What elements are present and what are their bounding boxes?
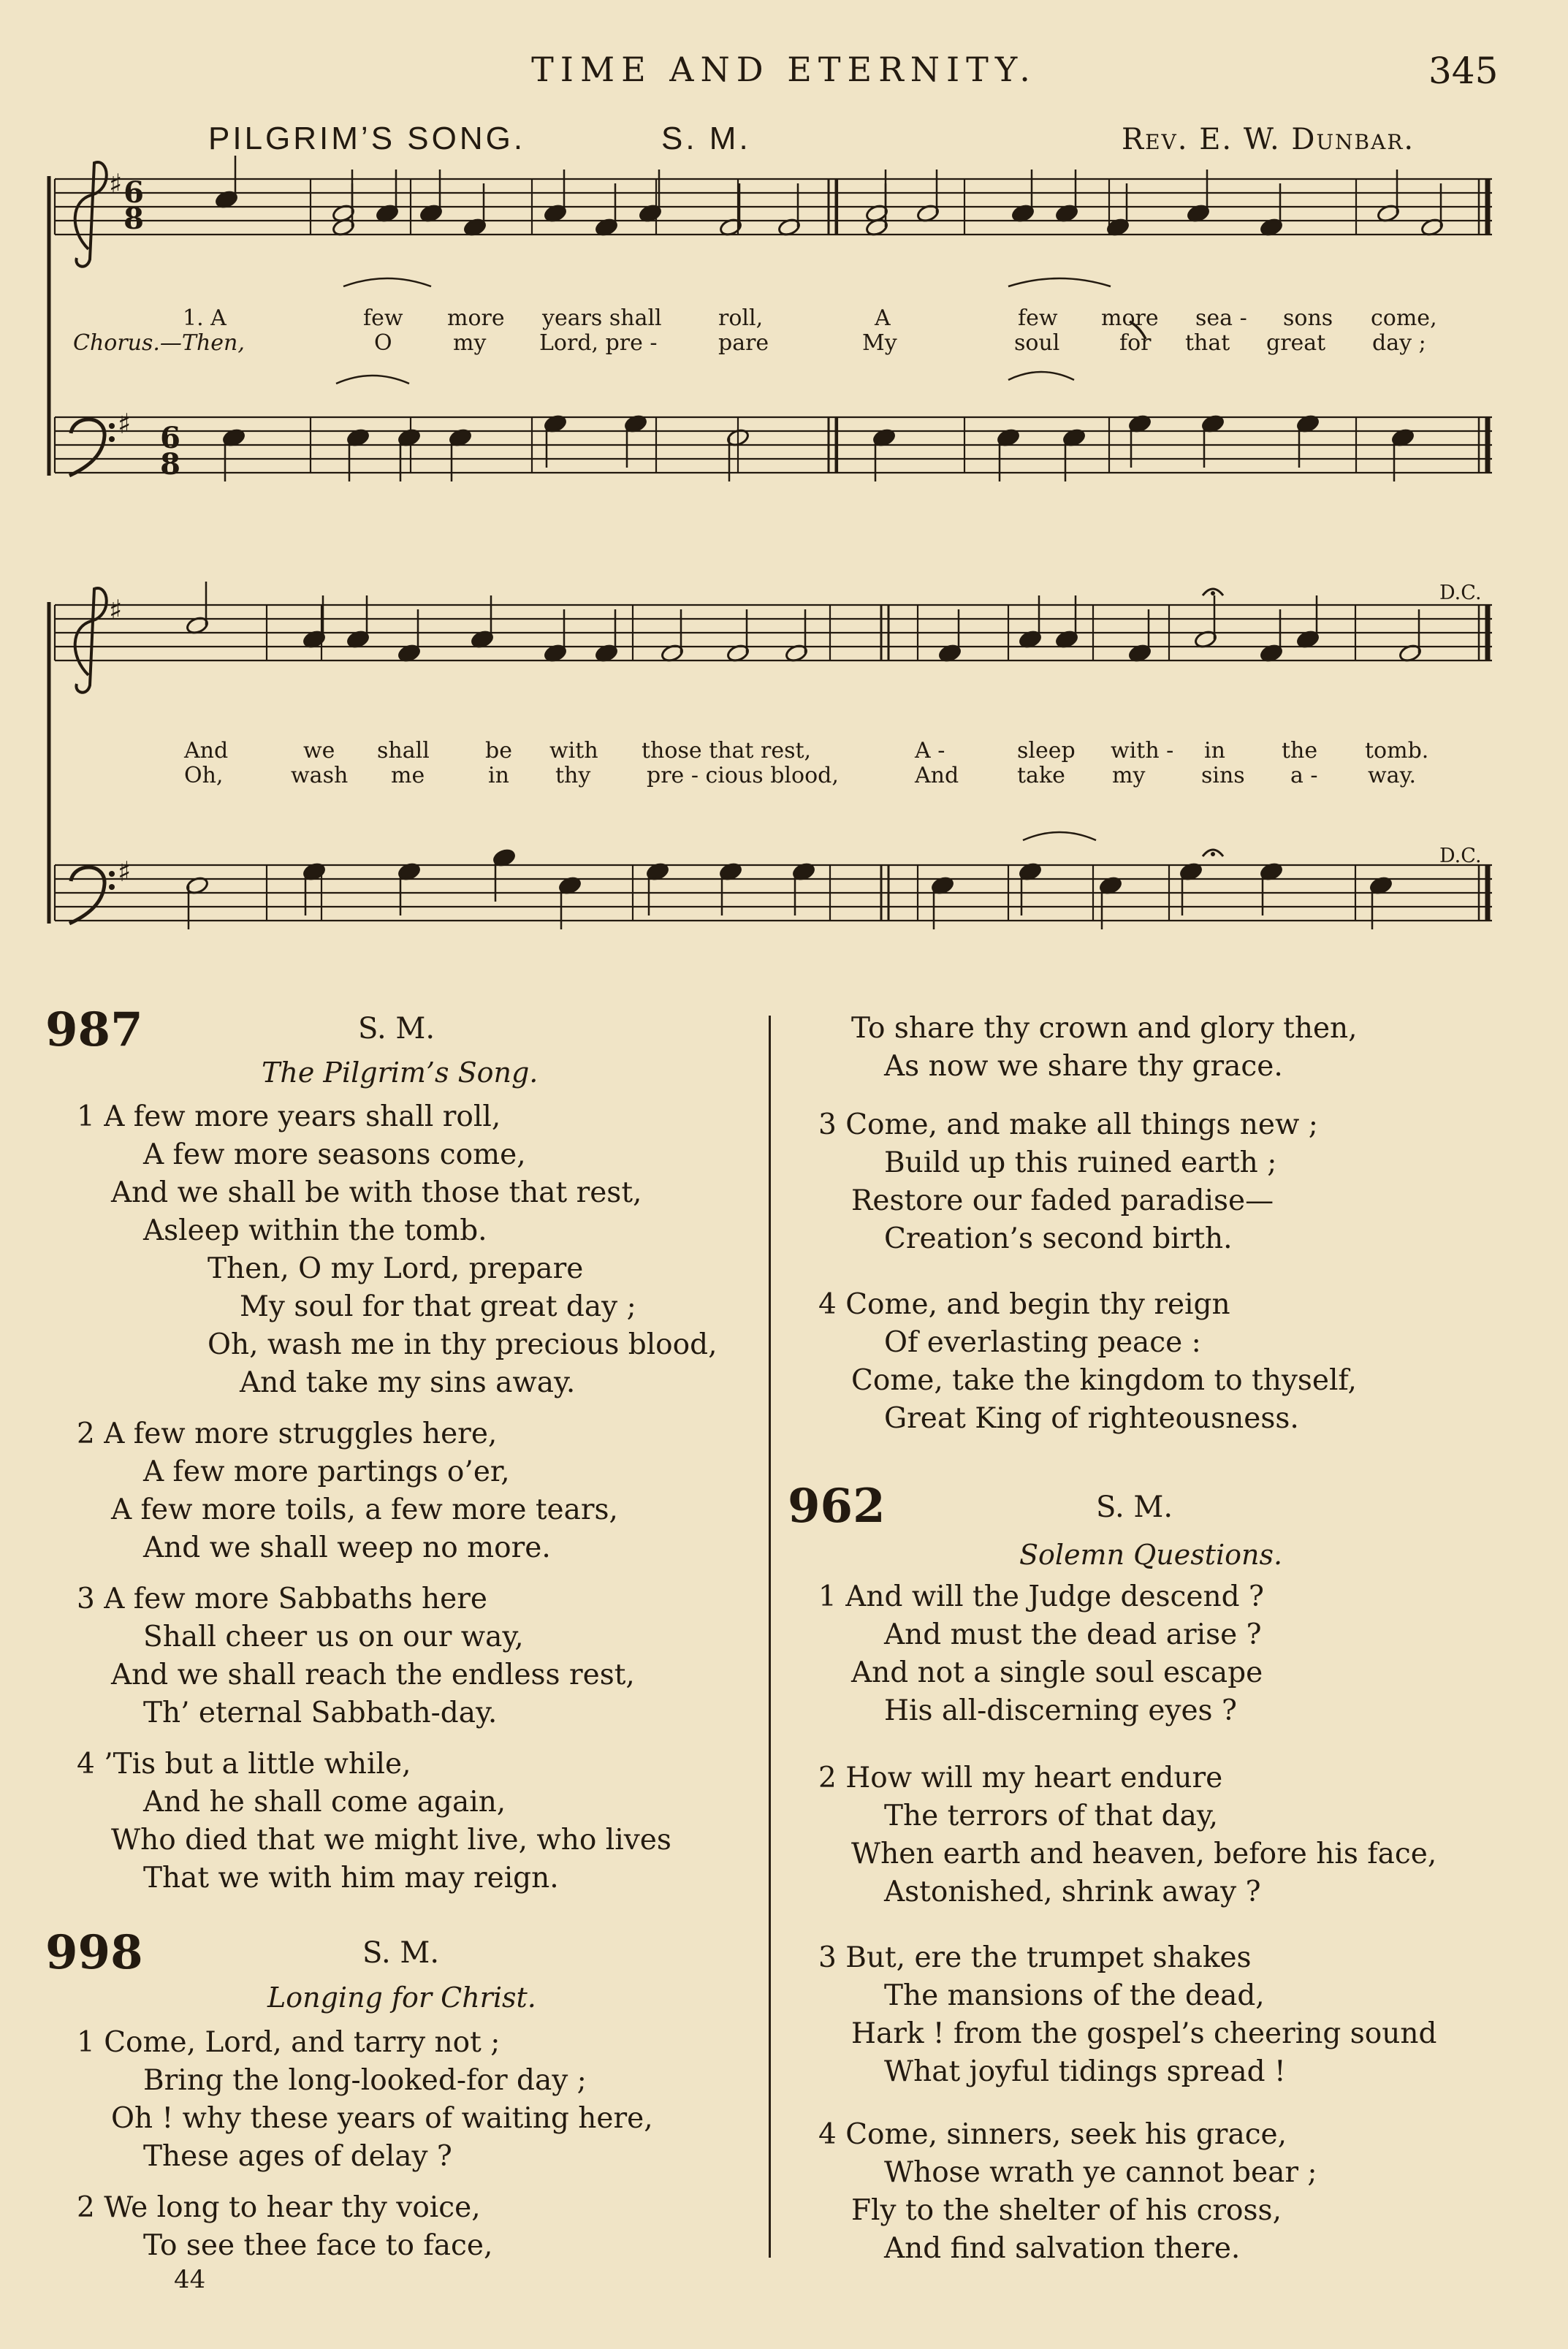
verse-line: My soul for that great day ; [240,1290,636,1323]
verse-line: 4 Come, sinners, seek his grace, [818,2118,1287,2151]
verse-line: And find salvation there. [884,2232,1241,2265]
verse-line: Whose wrath ye cannot bear ; [884,2156,1317,2189]
verse-line: When earth and heaven, before his face, [851,1838,1437,1870]
slur [1008,278,1111,286]
verse-line: Hark ! from the gospel’s cheering sound [851,2017,1437,2050]
verse-line: 1 Come, Lord, and tarry not ; [77,2026,501,2059]
bass-clef-dot [109,436,115,442]
verse-line: And we shall reach the endless rest, [111,1659,635,1691]
lyric-word: soul [1014,330,1060,356]
verse-line: Oh ! why these years of waiting here, [111,2102,653,2135]
hymn-meter: S. M. [1096,1491,1173,1524]
sharp-icon: ♯ [109,168,123,200]
da-capo-treble: D.C. [1439,582,1482,604]
lyric-word: few [363,305,403,331]
sharp-icon: ♯ [109,594,123,626]
verse-line: Oh, wash me in thy precious blood, [208,1328,718,1361]
lyric-word: shall [377,738,430,764]
verse-line: To share thy crown and glory then, [851,1012,1358,1045]
signature-mark: 44 [174,2265,206,2294]
lyric-word: for [1119,330,1152,356]
verse-line: Creation’s second birth. [884,1222,1233,1255]
verse-line: A few more partings o’er, [143,1455,510,1488]
sharp-icon: ♯ [118,408,132,440]
lyric-word: wash [291,763,349,788]
hymn-meter: S. M. [358,1012,435,1046]
lyric-word: My [862,330,897,356]
lyric-word: few [1018,305,1058,331]
bass-clef-dot [109,871,115,877]
verse-line: And take my sins away. [240,1366,576,1399]
hymn-subtitle: Solemn Questions. [1019,1539,1283,1571]
verse-line: Come, take the kingdom to thyself, [851,1364,1357,1397]
lyric-word: Chorus.—Then, [73,330,245,356]
lyric-word: more [1101,305,1159,331]
verse-line: A few more toils, a few more tears, [111,1493,618,1526]
verse-line: Great King of righteousness. [884,1402,1299,1435]
verse-line: That we with him may reign. [143,1862,559,1895]
verse-line: 2 We long to hear thy voice, [77,2191,481,2224]
verse-line: Build up this ruined earth ; [884,1146,1277,1179]
running-title: TIME AND ETERNITY. [531,50,1037,89]
verse-line: A few more seasons come, [143,1138,526,1171]
hymn-number: 962 [788,1479,886,1534]
verse-line: These ages of delay ? [143,2140,452,2173]
lyric-word: Oh, [184,763,224,788]
column-divider [769,1016,771,2258]
verse-line: And must the dead arise ? [884,1618,1262,1651]
lyric-word: be [485,738,512,764]
lyric-word: thy [555,763,591,788]
lyric-word: me [391,763,425,788]
verse-line: As now we share thy grace. [884,1050,1283,1083]
lyric-word: sins [1201,763,1245,788]
lyric-word: A [875,305,891,331]
time-signature-treble [119,175,148,236]
lyric-word: with [549,738,598,764]
lyric-word: way. [1368,763,1417,788]
lyric-word: A - [915,738,945,764]
lyric-word: years shall [542,305,662,331]
slur [343,278,431,286]
bass-clef-icon [69,419,104,476]
lyric-word: sons [1283,305,1333,331]
time-sig-top: 6 [123,175,144,210]
hymn-subtitle: Longing for Christ. [267,1981,536,2014]
verse-line: 3 But, ere the trumpet shakes [818,1941,1252,1974]
hymn-meter: S. M. [362,1936,440,1970]
lyric-word: great [1266,330,1326,356]
verse-line: The terrors of that day, [884,1800,1219,1832]
verse-line: 2 A few more struggles here, [77,1417,498,1450]
verse-line: 2 How will my heart endure [818,1762,1223,1794]
lyric-word: take [1017,763,1065,788]
verse-line: And we shall be with those that rest, [111,1176,642,1209]
lyric-word: day ; [1372,330,1426,356]
verse-line: Bring the long-looked-for day ; [143,2064,587,2097]
verse-line: 1 And will the Judge descend ? [818,1580,1264,1613]
verse-line: Th’ eternal Sabbath-day. [143,1697,498,1729]
slur [1023,832,1096,840]
bass-clef-icon [69,867,104,924]
bass-clef-dot [109,423,115,429]
lyric-word: my [1112,763,1146,788]
verse-line: 1 A few more years shall roll, [77,1100,501,1133]
verse-line: 3 Come, and make all things new ; [818,1108,1318,1141]
verse-line: Fly to the shelter of his cross, [851,2194,1282,2227]
lyric-word: sea - [1195,305,1247,331]
lyric-word: Lord, pre - [539,330,658,356]
lyric-word: And [915,763,959,788]
tune-name: PILGRIM’S SONG. [208,121,526,156]
lyric-word: O [374,330,392,356]
lyric-word: come, [1371,305,1437,331]
lyric-word: a - [1290,763,1318,788]
lyric-word: with - [1111,738,1174,764]
treble-clef-icon [75,588,107,693]
composer: Rev. E. W. Dunbar. [1122,123,1415,156]
slur [336,376,409,384]
tune-meter: S. M. [661,121,751,156]
verse-line: Astonished, shrink away ? [884,1876,1261,1908]
verse-line: His all-discerning eyes ? [884,1694,1237,1727]
lyric-word: And [184,738,229,764]
verse-line: 4 Come, and begin thy reign [818,1288,1230,1321]
verse-line: Of everlasting peace : [884,1326,1201,1359]
time-sig-bottom: 8 [123,202,144,236]
lyric-word: my [453,330,487,356]
lyric-word: those that rest, [642,738,812,764]
verse-line: 4 ’Tis but a little while, [77,1748,411,1781]
sheet-music [0,0,1568,1008]
time-sig-top: 6 [160,421,180,455]
verse-line: Restore our faded paradise— [851,1184,1274,1217]
lyric-word: in [488,763,509,788]
verse-line: 3 A few more Sabbaths here [77,1583,487,1615]
lyric-word: roll, [718,305,764,331]
lyric-word: in [1204,738,1225,764]
lyric-word: that [1185,330,1230,356]
lyric-word: tomb. [1365,738,1429,764]
verse-line: Shall cheer us on our way, [143,1621,524,1653]
lyric-word: 1. A [183,305,227,331]
verse-line: Then, O my Lord, prepare [208,1252,584,1285]
lyric-word: we [303,738,335,764]
da-capo-bass: D.C. [1439,845,1482,867]
time-signature-bass [156,421,185,481]
slur [1008,372,1074,380]
verse-line: And he shall come again, [143,1786,506,1819]
verse-line: Who died that we might live, who lives [111,1824,671,1857]
time-sig-bottom: 8 [160,447,180,481]
lyric-word: the [1282,738,1318,764]
verse-line: Asleep within the tomb. [143,1214,487,1247]
hymn-number: 998 [45,1925,143,1980]
verse-line: To see thee face to face, [143,2229,493,2262]
verse-line: The mansions of the dead, [884,1979,1265,2012]
fermata-dot [1211,852,1215,856]
verse-line: And not a single soul escape [851,1656,1263,1689]
fermata-dot [1211,591,1215,595]
page-number: 345 [1428,50,1499,92]
hymn-subtitle: The Pilgrim’s Song. [262,1057,538,1089]
lyric-word: sleep [1017,738,1076,764]
verse-line: What joyful tidings spread ! [884,2055,1286,2088]
lyric-word: more [447,305,505,331]
hymn-number: 987 [45,1002,143,1057]
bass-clef-dot [109,884,115,890]
lyric-word: pre - cious blood, [647,763,839,788]
treble-clef-icon [75,162,107,267]
lyric-word: pare [718,330,769,356]
verse-line: And we shall weep no more. [143,1531,551,1564]
sharp-icon: ♯ [118,856,132,888]
